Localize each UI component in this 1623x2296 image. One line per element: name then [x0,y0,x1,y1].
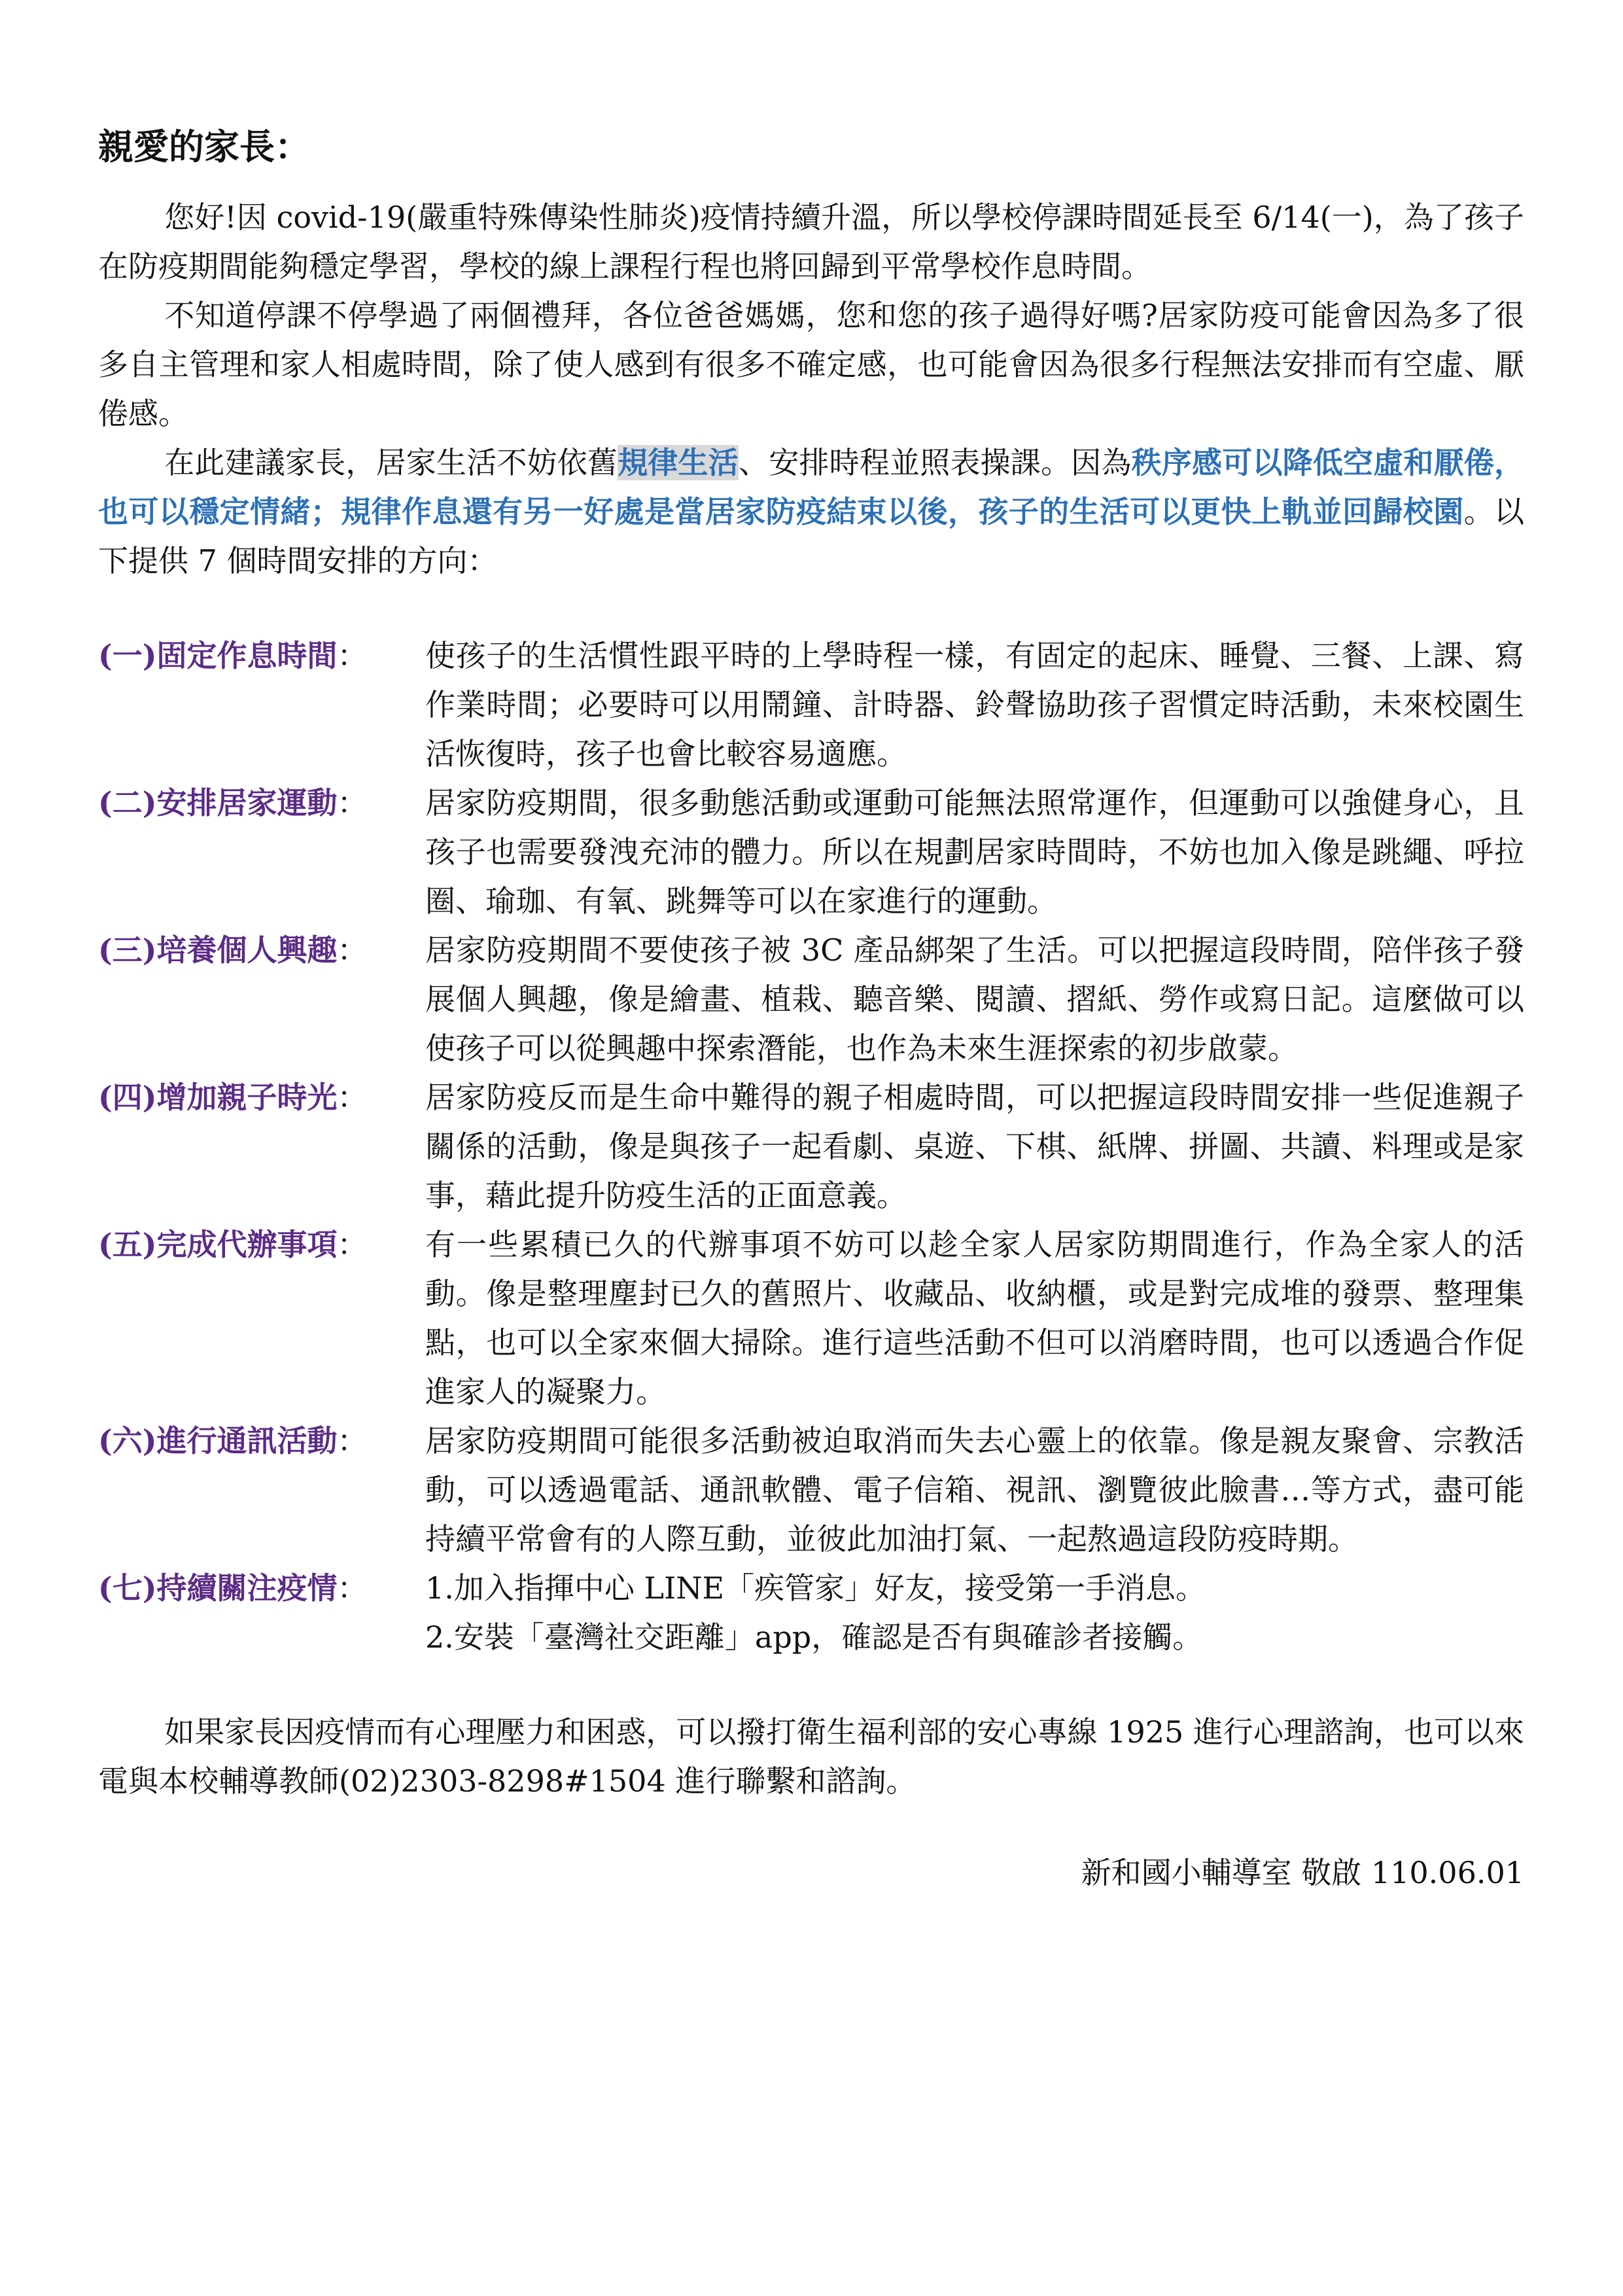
item-text: 使孩子的生活慣性跟平時的上學時程一樣，有固定的起床、睡覺、三餐、上課、寫作業時間；必要時可以用鬧鐘、計時器、鈴聲協助孩子習慣定時活動，未來校園生活恢復時，孩子也會比較容易適應。 [425,638,1524,771]
item-label: (二)安排居家運動 [98,785,338,821]
list-item: (四)增加親子時光： 居家防疫反而是生命中難得的親子相處時間，可以把握這段時間安排一些促進親子關係的活動，像是與孩子一起看劇、桌遊、下棋、紙牌、拼圖、共讀、料理或是家事，藉此提升防疫生活的正面意義。 [98,1073,1524,1220]
paragraph-closing: 如果家長因疫情而有心理壓力和困惑，可以撥打衛生福利部的安心專線 1925 進行心理諮詢，也可以來電與本校輔導教師(02)2303-8298#1504 進行聯繫和諮詢。 [98,1714,1524,1799]
paragraph-intro: 您好!因 covid-19(嚴重特殊傳染性肺炎)疫情持續升溫，所以學校停課時間延長至 6/14(一)，為了孩子在防疫期間能夠穩定學習，學校的線上課程行程也將回歸到平常學校作息時間。 [98,200,1524,284]
list-item: (二)安排居家運動： 居家防疫期間，很多動態活動或運動可能無法照常運作，但運動可以強健身心，且孩子也需要發洩充沛的體力。所以在規劃居家時間時，不妨也加入像是跳繩、呼拉圈、瑜珈、有氧、跳舞等可以在家進行的運動。 [98,779,1524,926]
greeting-heading: 親愛的家長： [98,126,310,168]
suggestion-text-2: 、安排時程並照表操課。因為 [739,445,1132,480]
item-label: (六)進行通訊活動 [98,1423,338,1458]
item-text: 居家防疫期間可能很多活動被迫取消而失去心靈上的依靠。像是親友聚會、宗教活動，可以透過電話、通訊軟體、電子信箱、視訊、瀏覽彼此臉書…等方式，盡可能持續平常會有的人際互動，並彼此加油打氣、一起熬過這段防疫時期。 [425,1423,1524,1557]
item-label: (七)持續關注疫情 [98,1570,338,1606]
item-text [425,1564,1524,1662]
list-item: (三)培養個人興趣： 居家防疫期間不要使孩子被 3C 產品綁架了生活。可以把握這段時間，陪伴孩子發展個人興趣，像是繪畫、植栽、聽音樂、閱讀、摺紙、勞作或寫日記。這麼做可以使孩子可以從興趣中探索潛能，也作為未來生涯探索的初步啟蒙。 [98,926,1524,1073]
highlighted-phrase: 規律生活 [618,445,739,480]
suggestion-text-3: 。以下提供 7 個時間安排的方向： [98,494,1525,578]
suggestion-list [98,631,1524,1662]
item-label: (四)增加親子時光 [98,1080,338,1115]
list-item: (一)固定作息時間： 使孩子的生活慣性跟平時的上學時程一樣，有固定的起床、睡覺、三餐、上課、寫作業時間；必要時可以用鬧鐘、計時器、鈴聲協助孩子習慣定時活動，未來校園生活恢復時，孩子也會比較容易適應。 [98,631,1524,779]
paragraph-suggestion [98,438,1524,586]
item-label: (一)固定作息時間 [98,638,338,673]
item-text: 居家防疫期間不要使孩子被 3C 產品綁架了生活。可以把握這段時間，陪伴孩子發展個人興趣，像是繪畫、植栽、聽音樂、閱讀、摺紙、勞作或寫日記。這麼做可以使孩子可以從興趣中探索潛能，也作為未來生涯探索的初步啟蒙。 [425,932,1524,1066]
item-label: (三)培養個人興趣 [98,932,338,968]
list-item: (五)完成代辦事項： 有一些累積已久的代辦事項不妨可以趁全家人居家防期間進行，作為全家人的活動。像是整理塵封已久的舊照片、收藏品、收納櫃，或是對完成堆的發票、整理集點，也可以全家來個大掃除。進行這些活動不但可以消磨時間，也可以透過合作促進家人的凝聚力。 [98,1220,1524,1417]
item-text: 居家防疫期間，很多動態活動或運動可能無法照常運作，但運動可以強健身心，且孩子也需要發洩充沛的體力。所以在規劃居家時間時，不妨也加入像是跳繩、呼拉圈、瑜珈、有氧、跳舞等可以在家進行的運動。 [425,785,1524,919]
signature: 新和國小輔導室 敬啟 110.06.01 [1081,1855,1524,1890]
item-label: (五)完成代辦事項 [98,1227,338,1262]
item-text: 居家防疫反而是生命中難得的親子相處時間，可以把握這段時間安排一些促進親子關係的活動，像是與孩子一起看劇、桌遊、下棋、紙牌、拼圖、共讀、料理或是家事，藉此提升防疫生活的正面意義。 [425,1080,1524,1213]
item-subline-app: 2.安裝「臺灣社交距離」app，確認是否有與確診者接觸。 [425,1619,1203,1655]
letter-body [98,121,1524,1898]
item-text: 有一些累積已久的代辦事項不妨可以趁全家人居家防期間進行，作為全家人的活動。像是整理塵封已久的舊照片、收藏品、收納櫃，或是對完成堆的發票、整理集點，也可以全家來個大掃除。進行這些活動不但可以消磨時間，也可以透過合作促進家人的凝聚力。 [425,1227,1524,1409]
paragraph-concern: 不知道停課不停學過了兩個禮拜，各位爸爸媽媽，您和您的孩子過得好嗎?居家防疫可能會因為多了很多自主管理和家人相處時間，除了使人感到有很多不確定感，也可能會因為很多行程無法安排而有空虛、厭倦感。 [98,298,1524,431]
suggestion-text-1: 在此建議家長，居家生活不妨依舊 [164,445,618,480]
list-item: (六)進行通訊活動： 居家防疫期間可能很多活動被迫取消而失去心靈上的依靠。像是親友聚會、宗教活動，可以透過電話、通訊軟體、電子信箱、視訊、瀏覽彼此臉書…等方式，盡可能持續平常會有的人際互動，並彼此加油打氣、一起熬過這段防疫時期。 [98,1417,1524,1564]
item-subline-line: 1.加入指揮中心 LINE「疾管家」好友，接受第一手消息。 [425,1570,1206,1606]
emphasized-phrase: 秩序感可以降低空虛和厭倦，也可以穩定情緒；規律作息還有另一好處是當居家防疫結束以後，孩子的生活可以更快上軌並回歸校園 [98,445,1525,529]
list-item: (七)持續關注疫情： 1.加入指揮中心 LINE「疾管家」好友，接受第一手消息。 2.安裝「臺灣社交距離」app，確認是否有與確診者接觸。 [98,1564,1524,1662]
